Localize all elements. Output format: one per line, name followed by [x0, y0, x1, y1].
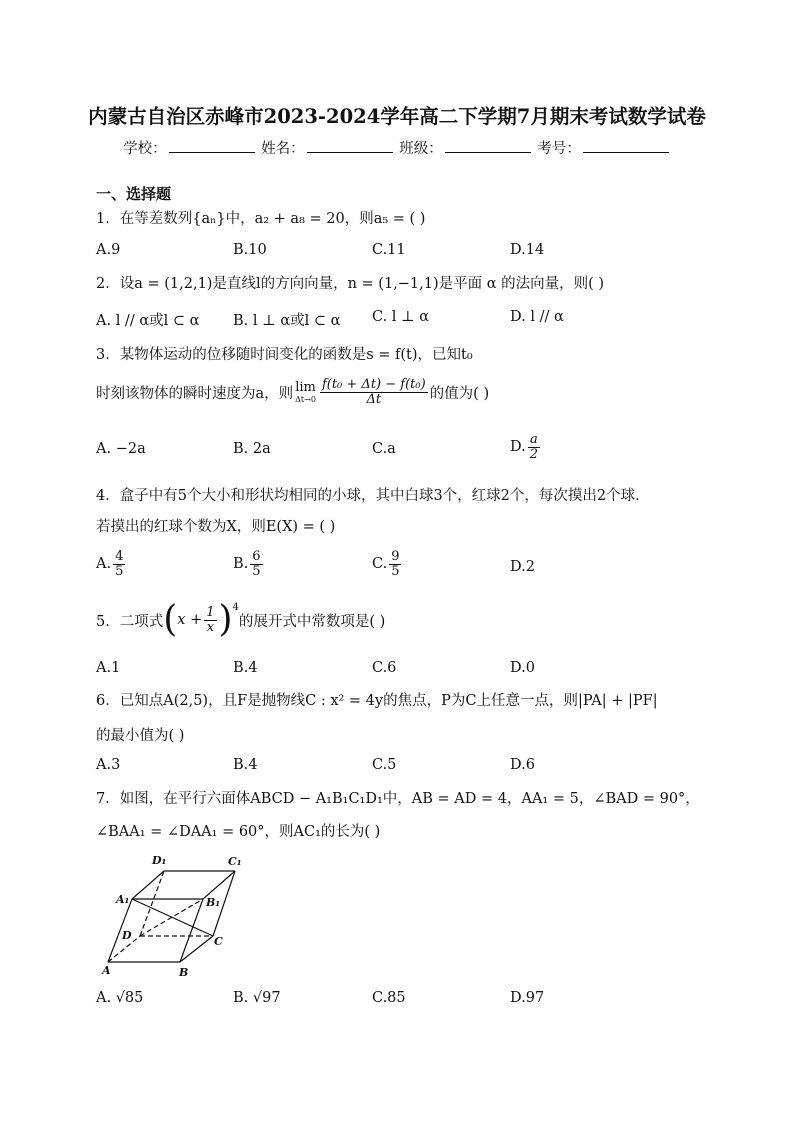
q3-text-pre: 时刻该物体的瞬时速度为a，则	[96, 385, 294, 402]
q4-option-c[interactable]	[372, 550, 403, 578]
label-d: D	[122, 929, 132, 942]
q4-option-a[interactable]	[96, 550, 127, 578]
question-6-line-2: 的最小值为( )	[96, 728, 185, 744]
question-4-line-1: 4．盒子中有5个大小和形状均相同的小球，其中白球3个，红球2个，每次摸出2个球.	[96, 488, 640, 504]
q5-expr: x +	[177, 612, 203, 628]
q5-fraction	[204, 606, 216, 634]
q4-option-c-label: C.	[372, 556, 388, 573]
q5-frac-den: x	[206, 619, 215, 635]
q5-pre: 5．二项式	[96, 613, 164, 630]
q4-option-d[interactable]: D.2	[510, 559, 535, 575]
question-7-line-1: 7．如图，在平行六面体ABCD − A₁B₁C₁D₁中，AB = AD = 4，AA₁ = 5，∠BAD = 90°，	[96, 791, 700, 807]
q5-exponent: 4	[232, 602, 239, 613]
q3-d-den: 2	[529, 446, 538, 462]
q4-c-den: 5	[391, 563, 400, 579]
class-label: 班级：	[399, 141, 443, 157]
q7-option-b[interactable]: B. √97	[233, 990, 281, 1006]
q3-fraction	[320, 378, 428, 406]
q3-option-d-label: D.	[510, 439, 526, 456]
q5-option-b[interactable]: B.4	[233, 660, 258, 676]
label-a: A	[102, 964, 111, 977]
q4-option-b[interactable]	[233, 550, 265, 578]
q4-option-b-label: B.	[233, 556, 249, 573]
q4-b-num: 6	[252, 549, 261, 564]
q3-option-a[interactable]: A. −2a	[96, 441, 146, 457]
q4-option-c-frac	[389, 550, 401, 578]
q4-option-b-frac	[250, 550, 262, 578]
q2-option-b[interactable]: B. l ⊥ α或l ⊂ α	[233, 313, 341, 329]
parallelepiped-figure	[100, 854, 250, 979]
name-label: 姓名：	[261, 141, 305, 157]
q7-option-c[interactable]: C.85	[372, 990, 406, 1006]
label-c1: C₁	[228, 855, 242, 868]
q3-limit	[295, 380, 316, 404]
q3-lim-sub: Δt→0	[295, 395, 316, 405]
question-4-line-2: 若摸出的红球个数为X，则E(X) = ( )	[96, 519, 336, 535]
q5-right-paren: )	[218, 599, 233, 640]
q5-option-d[interactable]: D.0	[510, 660, 535, 676]
question-2-stem: 2．设a = (1,2,1)是直线l的方向向量，n = (1,−1,1)是平面 α 的法向量，则( )	[96, 276, 605, 292]
label-b: B	[179, 966, 189, 979]
name-blank[interactable]	[307, 140, 393, 153]
q3-d-num: a	[529, 432, 538, 447]
q1-option-c[interactable]: C.11	[372, 242, 406, 258]
q3-option-d-frac	[528, 433, 540, 461]
class-blank[interactable]	[445, 140, 531, 153]
q4-option-a-label: A.	[96, 556, 112, 573]
q4-a-num: 4	[115, 549, 124, 564]
q3-text-post: 的值为( )	[429, 385, 490, 402]
q6-option-a[interactable]: A.3	[96, 757, 121, 773]
q2-option-a[interactable]: A. l // α或l ⊂ α	[96, 313, 200, 329]
q4-a-den: 5	[115, 563, 124, 579]
q6-option-b[interactable]: B.4	[233, 757, 258, 773]
number-label: 考号：	[537, 141, 581, 157]
q5-post: 的展开式中常数项是( )	[238, 613, 386, 630]
question-3-line-2	[96, 378, 489, 406]
q2-option-c[interactable]: C. l ⊥ α	[372, 309, 430, 325]
q6-option-c[interactable]: C.5	[372, 757, 397, 773]
label-b1: B₁	[206, 896, 221, 909]
question-5-stem	[96, 599, 386, 640]
q3-frac-den: Δt	[366, 391, 382, 407]
school-blank[interactable]	[169, 140, 255, 153]
school-label: 学校：	[123, 141, 167, 157]
q5-frac-num: 1	[206, 604, 215, 620]
q5-option-c[interactable]: C.6	[372, 660, 397, 676]
q3-lim: lim	[295, 380, 316, 396]
q7-option-a[interactable]: A. √85	[96, 990, 144, 1006]
q3-frac-num: f(t₀ + Δt) − f(t₀)	[321, 377, 426, 392]
question-6-line-1: 6．已知点A(2,5)，且F是抛物线C : x² = 4y的焦点，P为C上任意一点，则|PA| + |PF|	[96, 693, 658, 709]
question-7-line-2: ∠BAA₁ = ∠DAA₁ = 60°，则AC₁的长为( )	[96, 824, 381, 840]
q5-left-paren: (	[163, 599, 178, 640]
student-info-line	[0, 137, 794, 158]
section-heading: 一、选择题	[96, 185, 172, 203]
parallelepiped-svg	[100, 854, 250, 979]
q1-option-d[interactable]: D.14	[510, 242, 545, 258]
q3-option-c[interactable]: C.a	[372, 441, 396, 457]
q7-option-d[interactable]: D.97	[510, 990, 545, 1006]
q1-option-b[interactable]: B.10	[233, 242, 267, 258]
q5-option-a[interactable]: A.1	[96, 660, 121, 676]
q2-option-d[interactable]: D. l // α	[510, 309, 564, 325]
q3-option-b[interactable]: B. 2a	[233, 441, 271, 457]
q4-c-num: 9	[391, 549, 400, 564]
label-c: C	[214, 935, 223, 948]
q3-option-d[interactable]	[510, 433, 542, 461]
label-a1: A₁	[116, 893, 130, 906]
page-title: 内蒙古自治区赤峰市2023-2024学年高二下学期7月期末考试数学试卷	[88, 105, 706, 128]
q4-b-den: 5	[252, 563, 261, 579]
q1-option-a[interactable]: A.9	[96, 242, 121, 258]
label-d1: D₁	[152, 854, 167, 867]
question-3-line-1: 3．某物体运动的位移随时间变化的函数是s = f(t)，已知t₀	[96, 347, 473, 363]
q4-option-a-frac	[113, 550, 125, 578]
question-1-stem: 1．在等差数列{aₙ}中，a₂ + a₈ = 20，则a₅ = ( )	[96, 211, 426, 227]
number-blank[interactable]	[583, 140, 669, 153]
q6-option-d[interactable]: D.6	[510, 757, 535, 773]
